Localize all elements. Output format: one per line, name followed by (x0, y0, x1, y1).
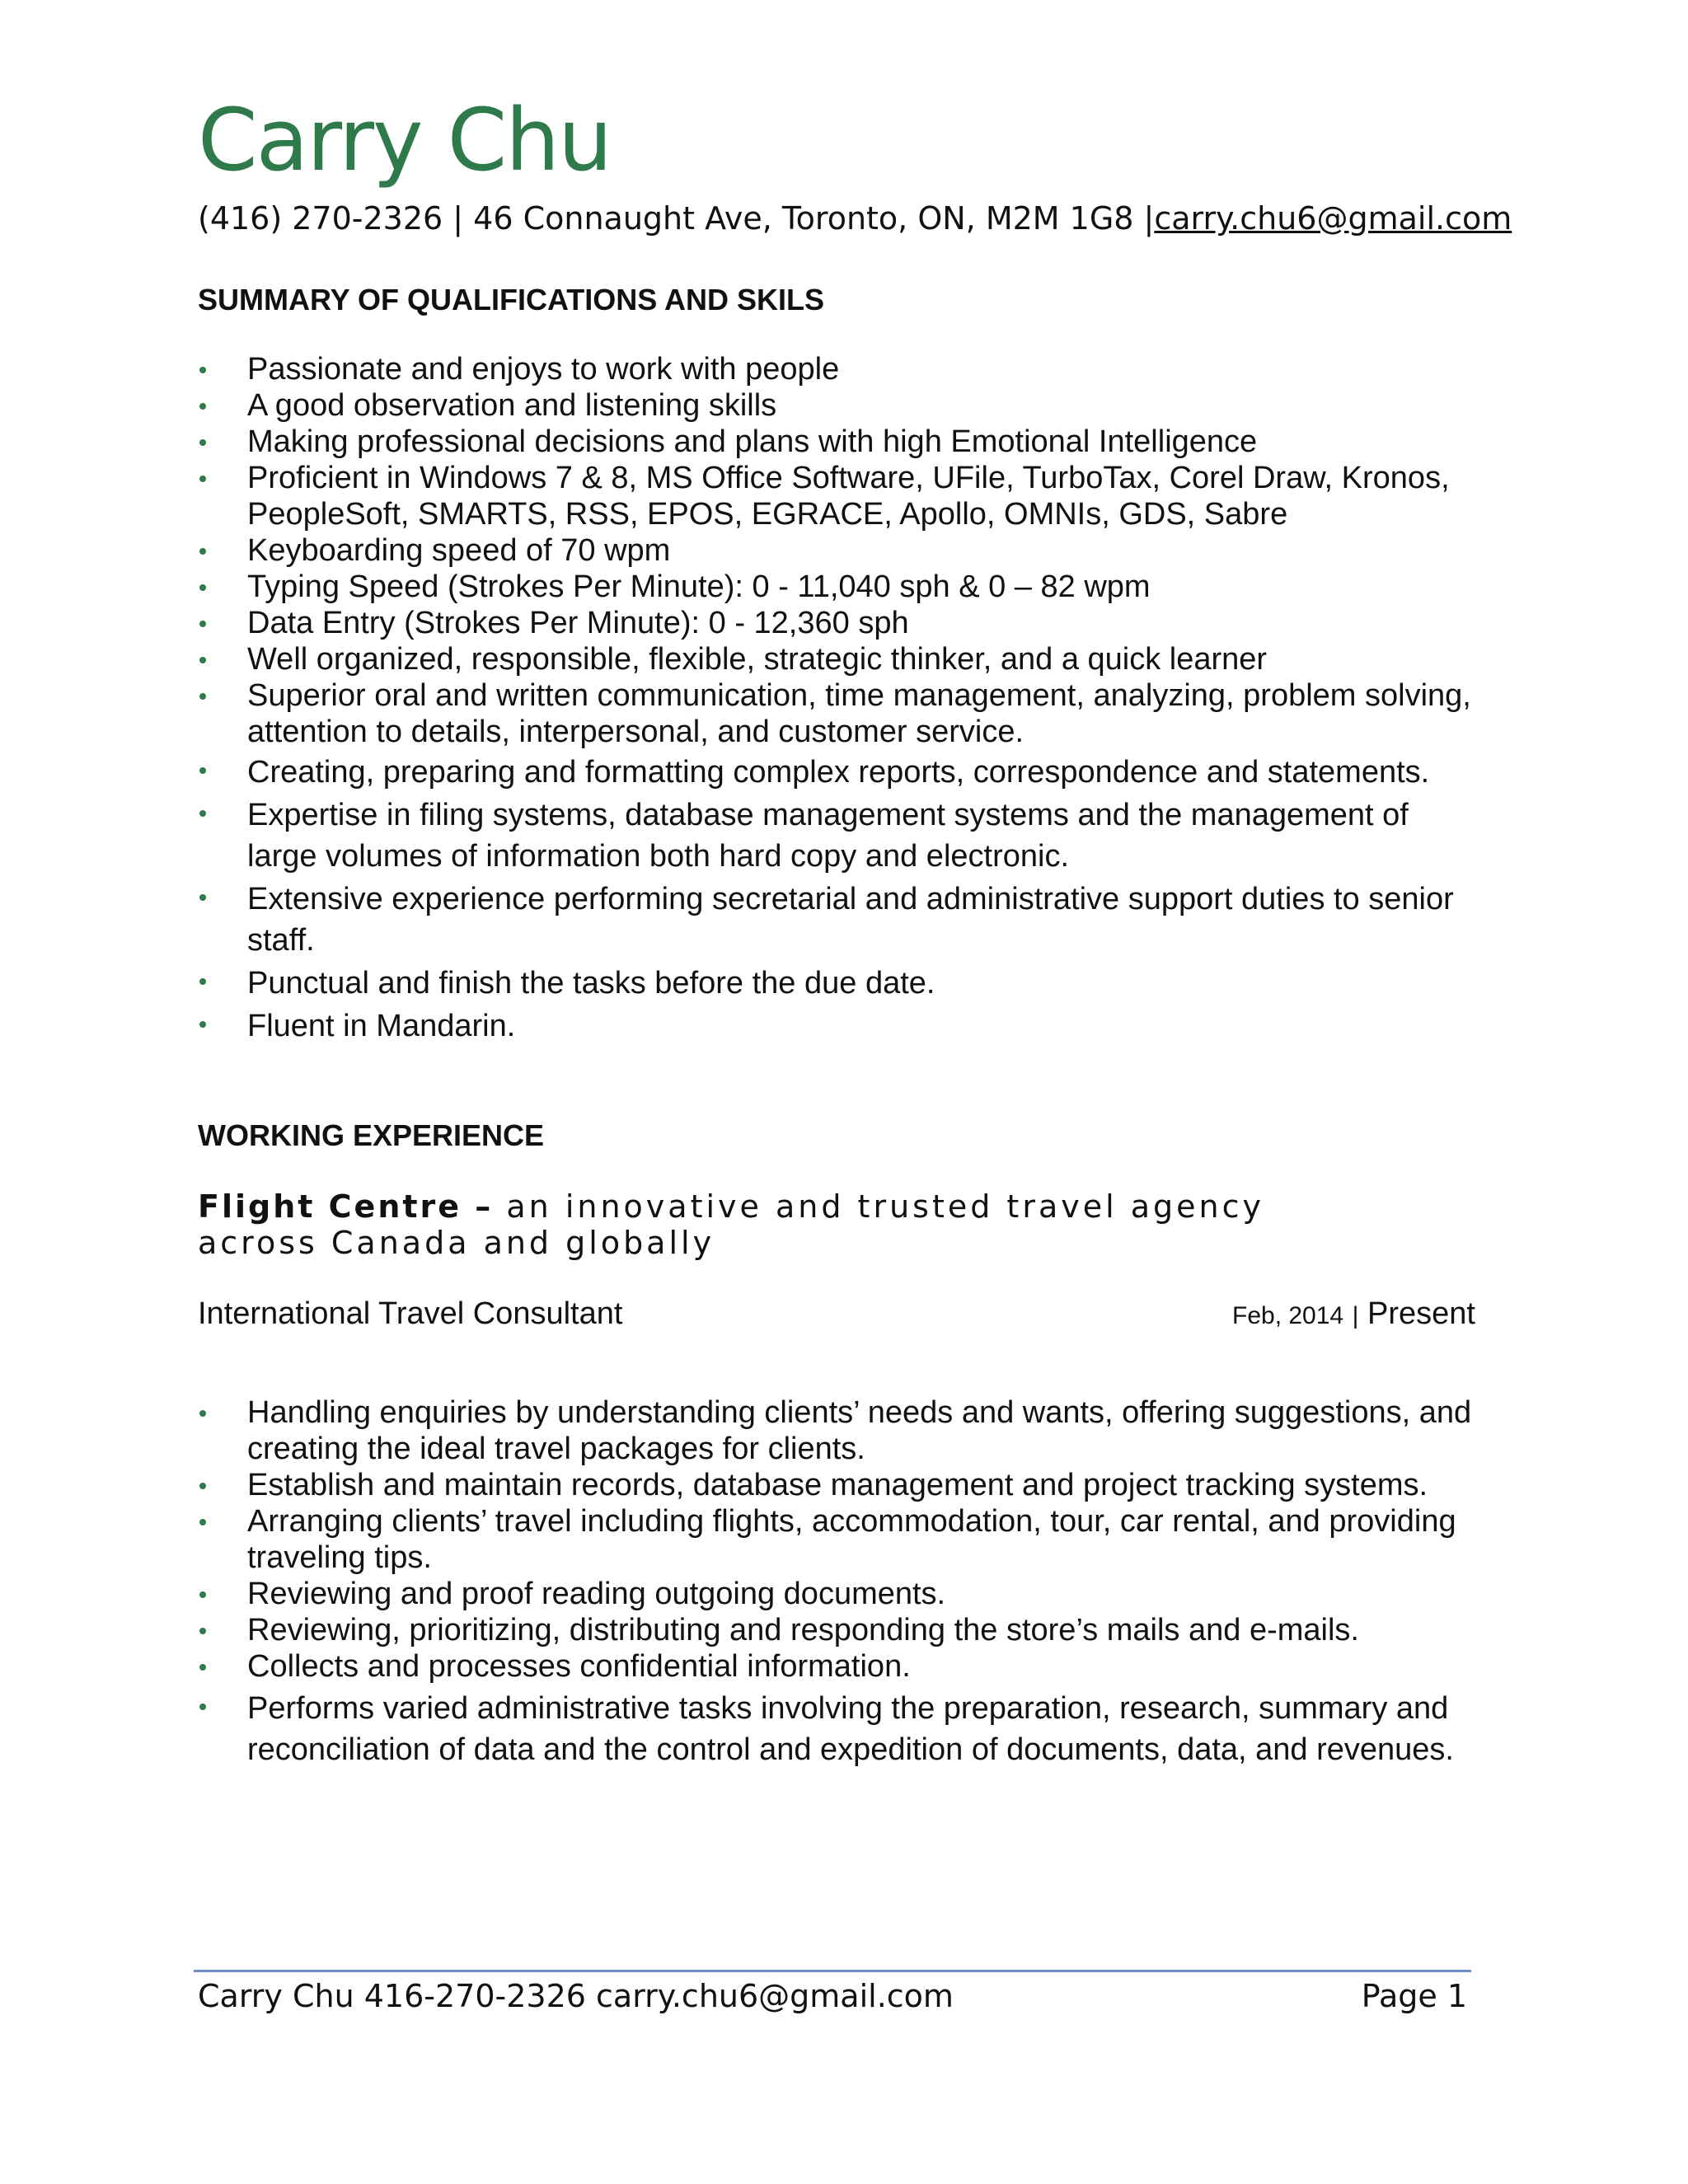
list-item: Performs varied administrative tasks involving the preparation, research, summary and reconciliation of data and the control and expedition of documents, data, and revenues. (198, 1688, 1484, 1770)
footer-divider (194, 1970, 1471, 1972)
list-item: Establish and maintain records, database management and project tracking systems. (198, 1467, 1484, 1503)
list-item: Passionate and enjoys to work with people (198, 351, 1484, 387)
summary-heading: SUMMARY OF QUALIFICATIONS AND SKILS (198, 283, 824, 316)
employer-line (198, 1188, 1352, 1261)
list-item: Reviewing, prioritizing, distributing and responding the store’s mails and e-mails. (198, 1612, 1484, 1648)
role-dates (1232, 1296, 1475, 1334)
employer-description: an innovative and trusted travel agency across Canada and globally (198, 1188, 1264, 1261)
role-start-date: Feb, 2014 (1232, 1302, 1344, 1329)
list-item: Handling enquiries by understanding clients’ needs and wants, offering suggestions, and creating the ideal travel packages for clients. (198, 1394, 1484, 1467)
list-item: Fluent in Mandarin. (198, 1005, 1484, 1047)
employer-name: Flight Centre – (198, 1188, 494, 1225)
contact-details: (416) 270-2326 | 46 Connaught Ave, Toronto, ON, M2M 1G8 | (198, 200, 1155, 237)
list-item: Creating, preparing and formatting complex reports, correspondence and statements. (198, 752, 1484, 793)
email-link[interactable]: carry.chu6@gmail.com (1154, 200, 1512, 237)
summary-list (198, 351, 1484, 1047)
list-item: Making professional decisions and plans with high Emotional Intelligence (198, 424, 1484, 460)
list-item: Data Entry (Strokes Per Minute): 0 - 12,360 sph (198, 605, 1484, 641)
list-item: Collects and processes confidential information. (198, 1648, 1484, 1685)
list-item: Well organized, responsible, flexible, strategic thinker, and a quick learner (198, 641, 1484, 677)
list-item: Keyboarding speed of 70 wpm (198, 532, 1484, 569)
list-item: Arranging clients’ travel including flights, accommodation, tour, car rental, and providing traveling tips. (198, 1503, 1484, 1576)
list-item: Extensive experience performing secretarial and administrative support duties to senior staff. (198, 879, 1484, 961)
experience-list (198, 1394, 1484, 1770)
list-item: Punctual and finish the tasks before the due date. (198, 963, 1484, 1004)
list-item: Reviewing and proof reading outgoing documents. (198, 1576, 1484, 1612)
list-item: A good observation and listening skills (198, 387, 1484, 424)
list-item: Expertise in filing systems, database management systems and the management of large volumes of information both hard copy and electronic. (198, 794, 1484, 877)
list-item: Superior oral and written communication, time management, analyzing, problem solving, attention to details, interpersonal, and customer service. (198, 677, 1484, 750)
page-number: Page 1 (1361, 1978, 1467, 2014)
experience-heading: WORKING EXPERIENCE (198, 1118, 545, 1152)
footer-contact: Carry Chu 416-270-2326 carry.chu6@gmail.com (198, 1978, 954, 2014)
role-end-date: Present (1367, 1296, 1475, 1331)
contact-line (198, 200, 1512, 238)
role-date-separator: | (1352, 1302, 1359, 1329)
list-item: Proficient in Windows 7 & 8, MS Office Software, UFile, TurboTax, Corel Draw, Kronos, PeopleSoft, SMARTS, RSS, EPOS, EGRACE, Apollo, OMNIs, GDS, Sabre (198, 460, 1484, 532)
candidate-name: Carry Chu (198, 90, 612, 190)
role-title: International Travel Consultant (198, 1296, 623, 1331)
list-item: Typing Speed (Strokes Per Minute): 0 - 11,040 sph & 0 – 82 wpm (198, 569, 1484, 605)
